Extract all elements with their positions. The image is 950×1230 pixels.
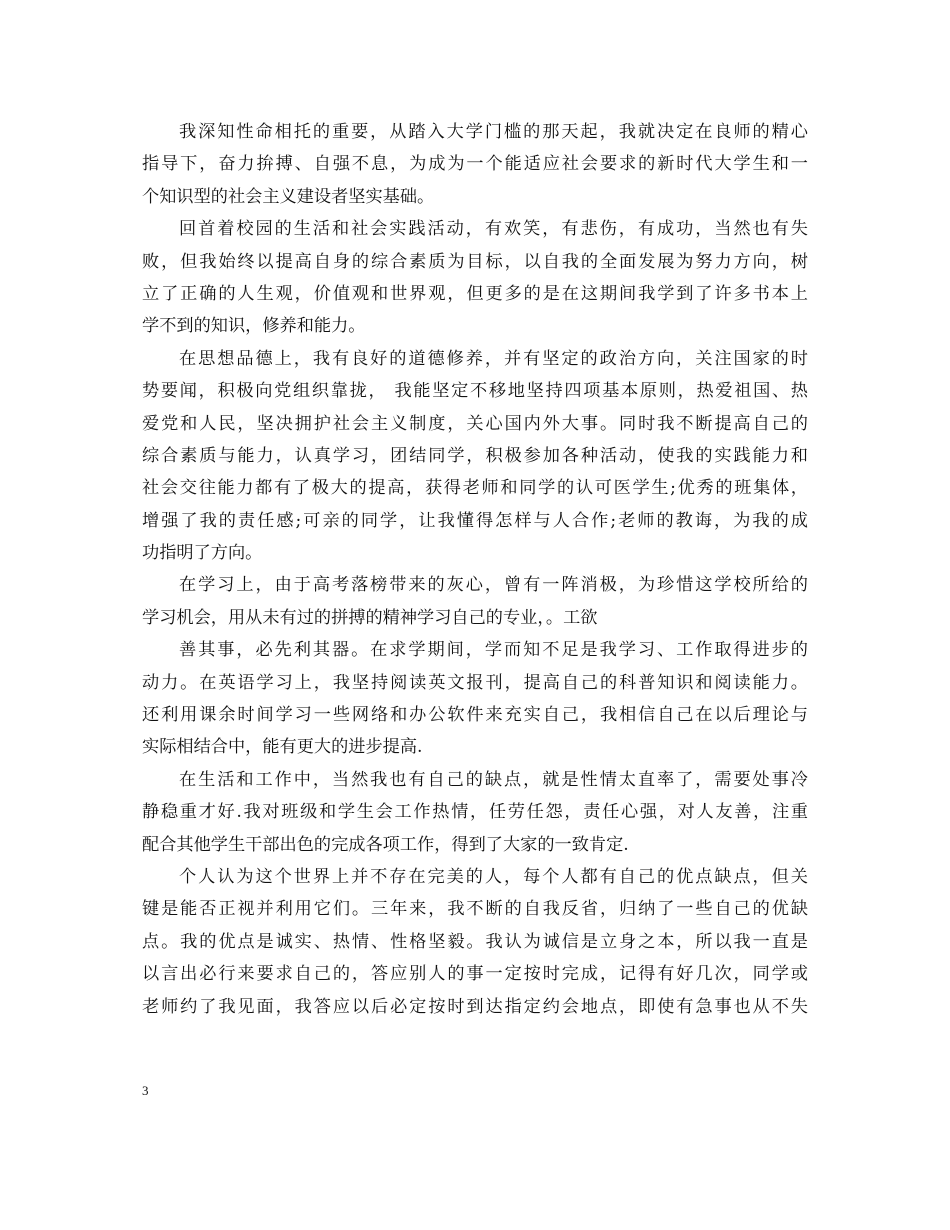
text-line: 学不到的知识，修养和能力。 — [142, 316, 366, 337]
text-line: 在学习上，由于高考落榜带来的灰心，曾有一阵消极，为珍惜这学校所给的 — [179, 575, 808, 596]
text-line: 在生活和工作中，当然我也有自己的缺点，就是性情太直率了，需要处事冷 — [179, 769, 808, 790]
text-line: 点。我的优点是诚实、热情、性格坚毅。我认为诚信是立身之本，所以我一直是 — [142, 931, 808, 952]
text-line: 功指明了方向。 — [142, 543, 263, 564]
text-line: 学习机会，用从未有过的拼搏的精神学习自己的专业，。工欲 — [142, 607, 598, 628]
text-line: 善其事，必先利其器。在求学期间，学而知不足是我学习、工作取得进步的 — [179, 640, 808, 661]
text-line: 立了正确的人生观，价值观和世界观，但更多的是在这期间我学到了许多书本上 — [142, 283, 808, 304]
text-line: 回首着校园的生活和社会实践活动，有欢笑，有悲伤，有成功，当然也有失 — [179, 219, 808, 240]
text-line: 老师约了我见面，我答应以后必定按时到达指定约会地点，即使有急事也从不失 — [142, 996, 808, 1017]
text-line: 增强了我的责任感;可亲的同学，让我懂得怎样与人合作;老师的教诲，为我的成 — [142, 510, 808, 531]
text-line: 指导下，奋力拚搏、自强不息，为成为一个能适应社会要求的新时代大学生和一 — [142, 154, 808, 175]
text-line: 个知识型的社会主义建设者坚实基础。 — [142, 186, 435, 207]
body-text — [142, 116, 808, 1023]
text-line: 综合素质与能力，认真学习，团结同学，积极参加各种活动，使我的实践能力和 — [142, 445, 808, 466]
page-number: 3 — [142, 1083, 149, 1098]
text-line: 败，但我始终以提高自身的综合素质为目标，以自我的全面发展为努力方向，树 — [142, 251, 808, 272]
text-line: 键是能否正视并利用它们。三年来，我不断的自我反省，归纳了一些自己的优缺 — [142, 899, 808, 920]
text-line: 势要闻，积极向党组织靠拢， 我能坚定不移地坚持四项基本原则，热爱祖国、热 — [142, 381, 808, 402]
text-line: 配合其他学生干部出色的完成各项工作，得到了大家的一致肯定. — [142, 834, 629, 855]
text-line: 以言出必行来要求自己的，答应别人的事一定按时完成，记得有好几次，同学或 — [142, 964, 808, 985]
text-line: 我深知性命相托的重要，从踏入大学门槛的那天起，我就决定在良师的精心 — [179, 122, 808, 142]
text-line: 静稳重才好.我对班级和学生会工作热情，任劳任怨，责任心强，对人友善，注重 — [142, 802, 808, 823]
text-line: 在思想品德上，我有良好的道德修养，并有坚定的政治方向，关注国家的时 — [179, 348, 808, 369]
text-line: 爱党和人民，坚决拥护社会主义制度，关心国内外大事。同时我不断提高自己的 — [142, 413, 808, 434]
text-line: 社会交往能力都有了极大的提高，获得老师和同学的认可医学生;优秀的班集体， — [142, 478, 808, 499]
text-line: 实际相结合中，能有更大的进步提高. — [142, 737, 423, 758]
text-line: 个人认为这个世界上并不存在完美的人，每个人都有自己的优点缺点，但关 — [179, 866, 808, 887]
text-line: 还利用课余时间学习一些网络和办公软件来充实自己，我相信自己在以后理论与 — [142, 705, 808, 726]
text-line: 动力。在英语学习上，我坚持阅读英文报刊，提高自己的科普知识和阅读能力。 — [142, 672, 808, 693]
